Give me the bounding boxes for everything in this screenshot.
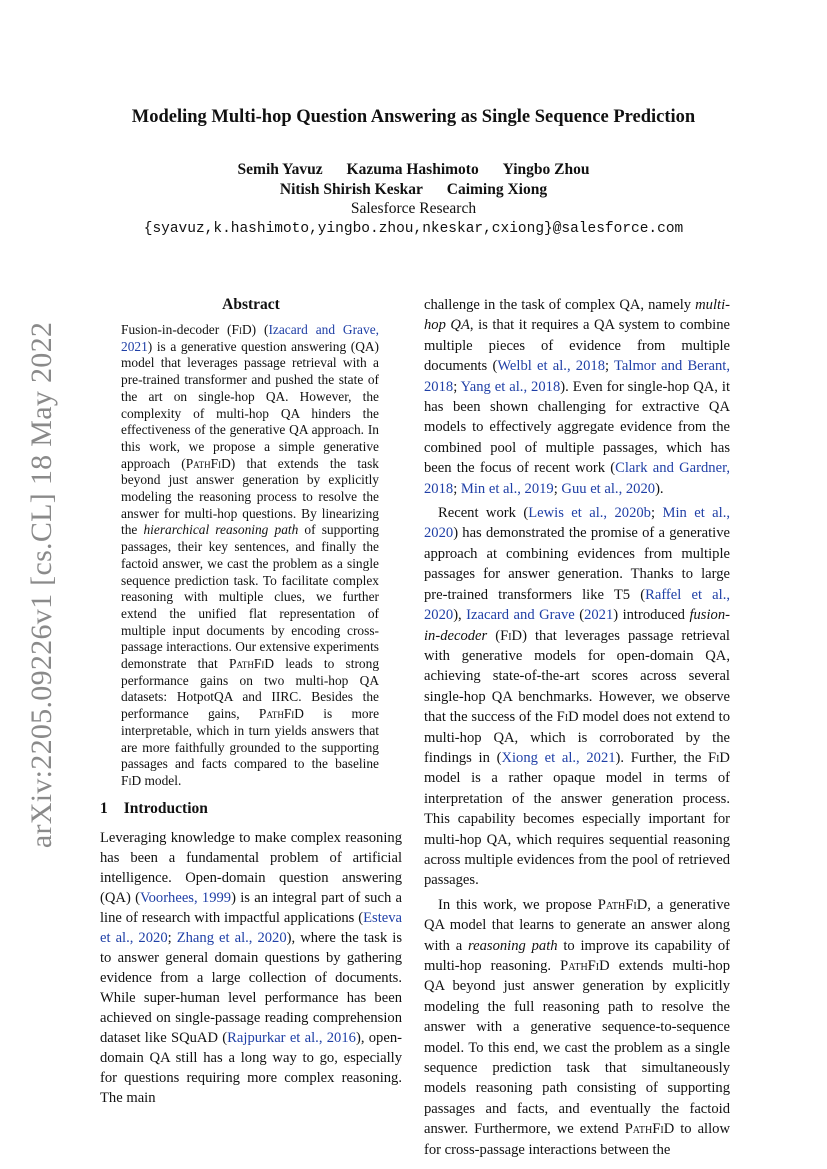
citation-link[interactable]: Voorhees, 1999	[139, 890, 232, 906]
citation-link[interactable]: Xiong et al., 2021	[501, 749, 616, 766]
abstract-text: Fusion-in-decoder (	[121, 322, 232, 337]
body-text: Leveraging knowledge to make complex reasoning has been a fundamental problem of artificial intelligence. Open-domain question answering (QA) (	[100, 830, 402, 906]
body-text: extends multi-hop QA beyond just answer generation by explicitly modeling the full reasoning path to resolve the answer with a generative sequence-to-sequence model. To this end, we cast the problem as a single sequence prediction task that simultaneously models reasoning path consisting of supporting passages and facts, and eventually the factoid answer. Furthermore, we extend	[424, 958, 730, 1138]
citation-link[interactable]: Esteva et al., 2020	[100, 910, 402, 946]
body-text: ;	[605, 358, 615, 375]
emphasis-text: multi-hop QA	[424, 297, 730, 334]
abstract-text: ) is a generative question answering (QA) model that leverages passage retrieval with a pre-trained transformer and pushed the state of the art on single-hop QA. However, the complexity of multi-hop QA hinders the effectiveness of the generative QA approach. In this work, we propose a simple generative approach (	[121, 338, 379, 471]
body-text: , is that it requires a QA system to combine multiple pieces of evidence from multiple documents (	[424, 317, 730, 375]
pathfid-term: PathFiD	[597, 896, 648, 913]
citation-link[interactable]: Welbl et al., 2018	[497, 358, 605, 375]
body-text: ;	[553, 480, 562, 497]
body-text: ;	[650, 505, 663, 522]
section-heading-introduction	[100, 800, 208, 818]
body-text: ) that leverages passage retrieval with generative models for open-domain QA, achieving state-of-the-art scores across several single-hop QA benchmarks. However, we observe that the success of the	[424, 627, 730, 726]
abstract-text: model.	[141, 772, 182, 788]
citation-link[interactable]: Min et al., 2020	[424, 505, 730, 542]
arxiv-identifier: arXiv:2205.09226v1 [cs.CL] 18 May 2022	[25, 321, 58, 849]
body-text: ), where the task is to answer general domain questions by gathering evidence from a large collection of documents. While super-human level performance has been achieved on single-passage reading comprehension dataset like SQuAD (	[100, 930, 403, 1046]
body-text: ).	[655, 480, 664, 497]
author-row-2	[0, 180, 827, 200]
citation-link[interactable]: 2021	[584, 607, 614, 624]
citation-link[interactable]: Clark and Gardner, 2018	[424, 460, 731, 497]
body-text: ) has demonstrated the promise of a generative approach at combining evidences from multiple passages for answer generation. Thanks to large pre-trained transformers like T5 (	[424, 525, 730, 603]
citation-link[interactable]: Rajpurkar et al., 2016	[227, 1030, 356, 1046]
body-text: model is a rather opaque model in terms of interpretation of the answer generation process. This capability becomes especially important for multi-hop QA, which requires sequential reasoning across multiple evidences from the pool of retrieved passages.	[424, 770, 730, 889]
author-row-1	[0, 160, 827, 180]
body-text: ). Further, the	[615, 749, 708, 766]
section-title: Introduction	[123, 800, 208, 817]
paper-title: Modeling Multi-hop Question Answering as Single Sequence Prediction	[131, 107, 696, 127]
author-name: Kazuma Hashimoto	[346, 161, 479, 178]
body-text: Recent work (	[438, 505, 529, 522]
citation-link[interactable]: Izacard and Grave	[466, 607, 575, 624]
body-text: model does not extend to multi-hop QA, which is corroborated by the findings in (	[424, 709, 730, 766]
body-text: ) is an integral part of such a line of research with impactful applications (	[100, 890, 402, 926]
citation-link[interactable]: Yang et al., 2018	[460, 378, 561, 395]
affiliation: Salesforce Research	[350, 200, 477, 217]
author-name: Yingbo Zhou	[502, 161, 590, 178]
pathfid-term: PathFiD	[228, 656, 274, 672]
fid-term: FiD	[231, 322, 252, 337]
abstract-text: leads to strong performance gains on two multi-hop QA datasets: HotpotQA and IIRC. Besides the performance gains,	[121, 656, 380, 722]
section-number: 1	[100, 800, 108, 817]
paragraph	[424, 895, 730, 1160]
body-text: ). Even for single-hop QA, it has been shown challenging for extractive QA models to effectively aggregate evidence from the combined pool of multiple passages, which has been the focus of recent work (	[424, 378, 730, 477]
author-name: Caiming Xiong	[446, 181, 548, 198]
pathfid-term: PathFiD	[624, 1121, 675, 1138]
pathfid-term: PathFiD	[560, 958, 610, 974]
abstract-text: of supporting passages, their key sentences, and finally the factoid answer, we cast the problem as a single sequence prediction task. To facilitate complex reasoning with multiple clues, we further extend the unified flat representation of multiple input documents by encoding cross-passage interactions. Our extensive experiments demonstrate that	[121, 522, 379, 672]
abstract-text: ) (	[251, 322, 269, 337]
arxiv-stamp	[22, 321, 62, 849]
body-text: , a generative QA model that learns to generate an answer along with a	[424, 896, 730, 954]
abstract-text: is more interpretable, which in turn yields answers that are more faithfully grounded to the supporting passages and facts compared to the baseline	[121, 706, 380, 772]
body-text: ) introduced	[613, 607, 690, 624]
paragraph	[424, 503, 730, 891]
fid-term: FiD	[121, 772, 142, 788]
citation-link[interactable]: Izacard and Grave, 2021	[121, 322, 379, 354]
paragraph	[424, 295, 730, 499]
paragraph	[100, 828, 402, 1108]
emphasis-text: hierarchical reasoning path	[143, 522, 299, 538]
fid-term: FiD	[556, 709, 579, 726]
author-name: Semih Yavuz	[237, 161, 323, 178]
body-text: ),	[453, 607, 467, 624]
right-column	[424, 295, 730, 1160]
body-text: ;	[453, 378, 461, 395]
citation-link[interactable]: Talmor and Berant, 2018	[424, 358, 730, 395]
body-text: challenge in the task of complex QA, namely	[424, 297, 696, 313]
fid-term: FiD	[707, 749, 730, 766]
author-name: Nitish Shirish Keskar	[279, 181, 423, 198]
fid-term: FiD	[500, 627, 523, 644]
body-text: to improve its capability of multi-hop reasoning.	[424, 937, 730, 974]
abstract-heading: Abstract	[222, 296, 280, 313]
body-text: In this work, we propose	[438, 896, 598, 913]
body-text: ;	[453, 480, 461, 497]
abstract-text: ) that extends the task beyond just answer generation by explicitly modeling the reasoning process to resolve the answer for multi-hop questions. By linearizing the	[121, 455, 379, 538]
citation-link[interactable]: Min et al., 2019	[460, 480, 554, 497]
body-text: to allow for cross-passage interactions between the	[424, 1121, 731, 1158]
citation-link[interactable]: Lewis et al., 2020b	[528, 505, 651, 522]
body-text: (	[574, 607, 585, 624]
pathfid-term: PathFiD	[258, 706, 304, 722]
body-text: ;	[167, 930, 177, 946]
citation-link[interactable]: Raffel et al., 2020	[424, 586, 730, 624]
author-emails: {syavuz,k.hashimoto,yingbo.zhou,nkeskar,cxiong}@salesforce.com	[143, 221, 684, 237]
citation-link[interactable]: Zhang et al., 2020	[176, 930, 287, 946]
abstract-body	[121, 322, 379, 790]
body-text: ), open-domain QA still has a long way to go, especially for questions requiring more complex reasoning. The main	[100, 1030, 402, 1106]
intro-left-column	[100, 828, 402, 1108]
body-text: (	[487, 627, 501, 644]
citation-link[interactable]: Guu et al., 2020	[561, 480, 656, 497]
emphasis-text: fusion-in-decoder	[424, 607, 730, 644]
pathfid-term: PathFiD	[185, 455, 231, 471]
emphasis-text: reasoning path	[468, 937, 558, 954]
author-list	[0, 160, 827, 200]
